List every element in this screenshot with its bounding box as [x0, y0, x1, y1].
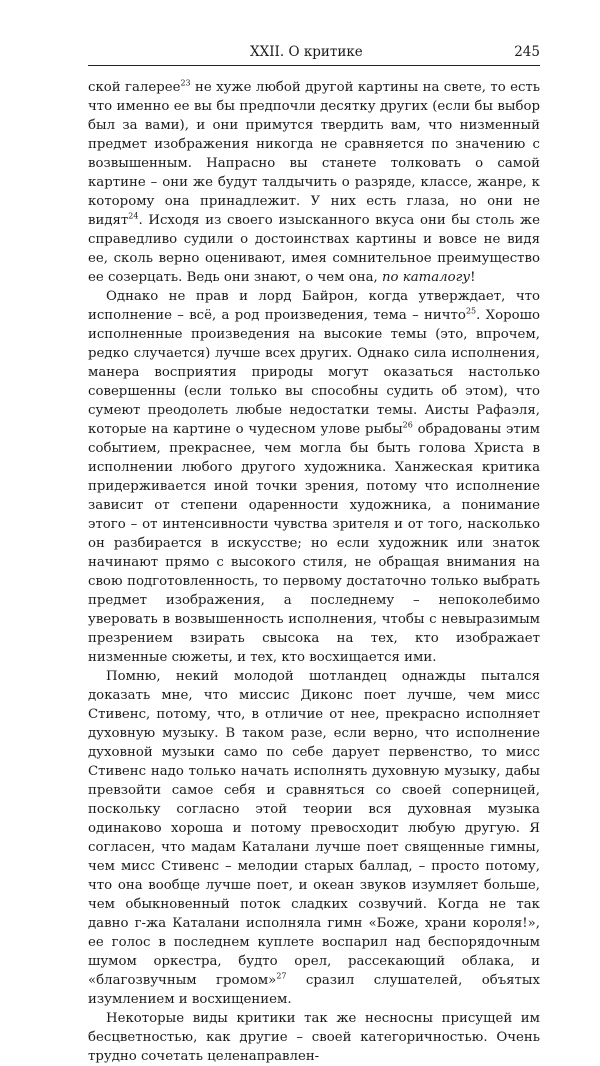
text-run: не хуже любой другой картины на свете, то есть что именно ее вы бы предпочли десятку других (если бы выбор был за вами), и они примутся твердить вам, что низменный предмет изображения никогда не сравняется по значению с возвышенным. Напрасно вы станете толковать о самой картине – они же будут талдычить о разряде, классе, жанре, к которому она принадлежит. У них есть глаза, но они не видят	[88, 80, 541, 228]
running-header	[88, 44, 540, 66]
footnote-marker: 27	[276, 971, 287, 981]
paragraph	[88, 667, 540, 1009]
text-run: Некоторые виды критики так же несносны присущей им бесцветностью, как другие – своей категоричностью. Очень трудно сочетать целенаправлен-	[88, 1011, 540, 1064]
paragraph	[88, 78, 540, 287]
text-run: ской галерее	[88, 80, 181, 95]
text-run: сразил слушателей, объятых изумлением и восхищением.	[88, 973, 540, 1007]
text-run: . Исходя из своего изысканного вкуса они бы столь же справедливо судили о достоинствах картины и вовсе не видя ее, сколь верно оценивают, имея сомнительное преимущество ее созерцать. Ведь они знают, о чем она,	[88, 213, 540, 285]
text-run: Помню, некий молодой шотландец однажды пытался доказать мне, что миссис Диконс поет лучше, чем мисс Стивенс, потому, что, в отличие от нее, прекрасно исполняет духовную музыку. В таком разе, если верно, что исполнение духовной музыки само по себе дарует первенство, то мисс Стивенс надо только начать исполнять духовную музыку, дабы превзойти самое себя и сравняться со своей соперницей, поскольку согласно этой теории вся духовная музыка одинаково хороша и потому превосходит любую другую. Я согласен, что мадам Каталани лучше поет священные гимны, чем мисс Стивенс – мелодии старых баллад, – просто потому, что она вообще лучше поет, и океан звуков изумляет больше, чем обыкновенный поток сладких созвучий. Когда не так давно г-жа Каталани исполняла гимн «Боже, храни короля!», ее голос в последнем куплете воспарил над беспорядочным шумом оркестра, будто орел, рассекающий облака, и «благозвучным громом»	[88, 669, 540, 988]
chapter-title: XXII. О критике	[250, 44, 363, 60]
paragraph	[88, 287, 540, 667]
paragraph	[88, 1009, 540, 1066]
footnote-marker: 25	[465, 306, 477, 316]
italic-text: по каталогу	[381, 270, 471, 285]
text-run: . Хорошо исполненные произведения на высокие темы (это, впрочем, редко случается) лучше всех других. Однако сила исполнения, манера восприятия природы могут оказаться настолько совершенны (если только вы способны судить об этом), что сумеют преодолеть любые недостатки темы. Аисты Рафаэля, которые на картине о чудесном улове рыбы	[88, 308, 541, 437]
body-text	[88, 78, 540, 1066]
footnote-marker: 24	[128, 211, 139, 221]
footnote-marker: 26	[402, 420, 413, 430]
text-run: обрадованы этим событием, прекраснее, чем могла бы быть голова Христа в исполнении любого другого художника. Ханжеская критика придерживается иной точки зрения, потому что исполнение зависит от степени одаренности художника, а понимание этого – от интенсивности чувства зрителя и от того, насколько он разбирается в искусстве; но если художник или знаток начинают прямо с высокого стиля, не обращая внимания на свою подготовленность, то первому достаточно только выбрать предмет изображения, а последнему – непоколебимо уверовать в возвышенность исполнения, чтобы с невыразимым презрением взирать свысока на тех, кто изображает низменные сюжеты, и тех, кто восхищается ими.	[88, 422, 540, 665]
text-run: Однако не прав и лорд Байрон, когда утверждает, что исполнение – всё, а род произведения, тема – ничто	[88, 289, 540, 323]
text-run: !	[470, 270, 476, 285]
footnote-marker: 23	[180, 78, 191, 88]
page-number: 245	[514, 44, 540, 60]
